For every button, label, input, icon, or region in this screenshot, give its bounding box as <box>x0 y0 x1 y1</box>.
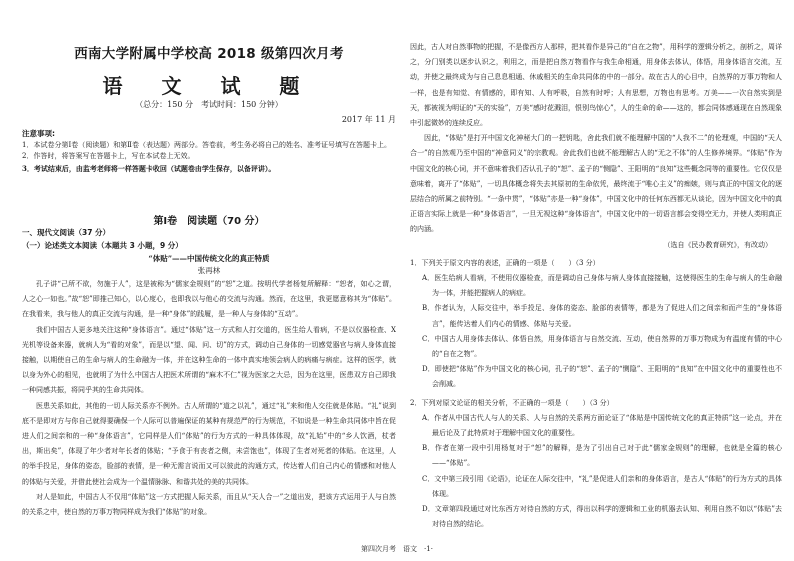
notice-heading: 注意事项: <box>22 129 55 138</box>
school-title: 西南大学附属中学校高 2018 级第四次月考 <box>74 46 344 62</box>
paragraph: 医患关系如此，其他的一切人际关系亦不例外。古人所谓的“道之以礼”，通过“礼”来和他人交往就是体贴。“礼”说到底不是即对方与你自己就得要确保一个人际可以普遍保证的某种有规范严的行为规范，不如说是一种生命共同体中旨在促进人们之间亲和的一种“身体语言”，它同样是人们“体贴”的行为方式的一种具体体现，故“礼始”中的“乡人饮酒，杖者出，斯出矣”，体现了年少者对年长者的体贴；“予食于有丧者之侧，未尝饱也”，体现了生者对死者的体贴。在这里，人的举手投足，身体的姿态，脸部的表情，是一种无需言说而又可以彼此的沟通方式，传达着人们自己内心的情感和对他人的体贴与关爱，并借此使社会成为一个温情脉脉、和谐共处的美的共同体。 <box>22 401 396 486</box>
option-d: D．即使把“体贴”作为中国文化的核心词，孔子的“恕”、孟子的“恻隐”、王阳明的“良知”在中国文化中的重要性也不会削减。 <box>422 365 782 389</box>
notice-item: 1．本试卷分第Ⅰ卷（阅读题）和第Ⅱ卷（表达题）两部分。答卷前，考生务必将自己的姓名、准考证号填写在答题卡上。 <box>22 140 391 149</box>
notice-item: 3．考试结束后，由监考老师将一样答题卡收回（试题卷由学生保存，以备评讲）。 <box>22 163 276 173</box>
essay-title: “体贴”——中国传统文化的真正特质 <box>148 254 270 263</box>
option-d: D．文章第四段通过对比东西方对待自然的方式，得出以科学的逻辑和工业的机器去认知、利用自然不如以“体贴”去对待自然的结论。 <box>422 505 782 529</box>
section-heading: 一、现代文阅读（37 分） <box>22 228 111 237</box>
option-a: A．作者从中国古代人与人的关系、人与自然的关系两方面论证了“体贴是中国传统文化的真正特质”这一论点，并在最后论及了此特质对于理解中国文化的重要性。 <box>422 413 782 438</box>
page-footer: 第四次月考 语文 ·1· <box>361 545 433 553</box>
option-c: C．中国古人用身体去体认、体悟自然，用身体语言与自然交流、互动，使自然界的万事万物成为有温度有情的中心的“自在之物”。 <box>422 334 782 359</box>
option-a: A．医生给病人看病，不使用仪器检查，而是调动自己身体与病人身体直接接触，这使得医生的生命与病人的生命融为一体，并能把握病人的病症。 <box>422 274 782 298</box>
essay-author: 张再林 <box>197 266 221 275</box>
paragraph: 因此，古人对自然事物的把握，不是像西方人那样，把其看作是异己的“自在之物”，用科学的逻辑分析之，剖析之，周详之，分门别类以逐步认识之，利用之，而是把自然万物看作与我生命相通，用身体去体认，体悟，用身体语言交流，互动，并使之最终成为与自己息息相通、休戚相关的生命共同体的中的一部分。故在古人的心目中，自然界的万事万物和人一样，也是有知觉、有情感的，即有知、人有呼吸，自然有时呼；人有思想，万物也有思考。万美——一次自然实到是天，都被视为明证的“天的实验”，万美“感时花溅泪，恨别鸟惊心”，人的生命的命——这的，都会同体感通现在自然现象中引起微妙的连续反应。 <box>410 43 782 128</box>
passage-text <box>22 277 396 520</box>
option-c: C．文中第三段引用《论语》，论证在人际交往中，“礼”是促进人们亲和的身体语言，是古人“体贴”的行为方式的具体体现。 <box>422 474 782 498</box>
subject-title: 语 文 试 题 <box>102 74 316 98</box>
subsection-heading: （一）论述类文本阅读（本题共 3 小题，9 分） <box>22 241 183 250</box>
exam-date: 2017 年 11 月 <box>341 115 396 124</box>
notice-item: 2．作答时，将答案写在答题卡上，写在本试卷上无效。 <box>22 152 195 161</box>
notice-block <box>22 128 396 174</box>
option-b: B．作者认为，人际交往中，举手投足、身体的姿态、脸部的表情等，都是为了促进人们之间亲和而产生的“身体语言”，能传达着人们内心的情感、体贴与关爱。 <box>422 304 782 328</box>
part-title: 第Ⅰ卷 阅读题（70 分） <box>153 216 265 227</box>
left-column <box>22 0 396 561</box>
question-2 <box>410 396 782 533</box>
question-stem: 2．下列对原文论证的相关分析，不正确的一项是（ ）（3 分） <box>410 398 614 407</box>
question-1 <box>410 256 782 393</box>
paragraph: 孔子讲“己所不欲，勿施于人”，这是被称为“儒家金规则”的“恕”之道。按明代学者杨复所解释：“恕者，如心之谓，人之心一如也。”故“恕”即推己知心，以心度心，也即我以与他心的交流与沟通。然而，在这里，我更愿意称其为“体贴”。在我看来，我与他人的真正交流与沟通，是一种“身体”的践履，是一种人与身体的“互动”。 <box>22 280 396 319</box>
question-stem: 1．下列关于原文内容的表述，正确的一项是（ ）（3 分） <box>410 258 600 267</box>
passage-continued <box>410 0 782 533</box>
source-note: （选自《民办教育研究》，有改动） <box>663 240 772 249</box>
paragraph: 因此，“体贴”是打开中国文化神秘大门的一把钥匙，舍此我们就不能理解中国的“人我不二”的伦理观，中国的“天人合一”的自然观乃至中国的“神意同义”的宗教观。舍此我们也就不能理解古人的“无之不体”的人生修养境界。“体贴”作为中国文化的核心词，并不意味着我们否认孔子的“恕”、孟子的“恻隐”、王阳明的“良知”这些概念同等的重要性。它仅仅是意味着，离开了“体贴”，一切具体概念将失去其原初的生命依凭，最终流于“唯心主义”的痴嫉，则与真正的中国文化的逐层结合的所属之前特别。“一条中贯”，“体贴”亦是一种“身体”，中国文化中的任何东西都无从谈论，因为中国文化中的真正语言实际上就是一种“身体语言”，一旦无视这种“身体语言”，中国文化中的一切语言都会变得空无力，并使人类明真正的内涵。 <box>410 134 782 234</box>
score-time: （总分：150 分 考试时间：150 分钟） <box>135 100 283 109</box>
paragraph: 我们中国古人更多地关注这种“身体语言”。通过“体贴”这一方式和人打交道的，医生给人看病，不是以仪器检查、X 光机等设备来器，就病人为“看的对象”，而是以“望、闻、问、切”的方式，调动自己身体的一切感觉器官与病人身体直接接触，以期使自己的生命与病人的生命融为一体，并在这种生命的一体中真实地领会病人的病痛与病症。这样的医学，就以身为外心的相见，也就明了为什么中国古人把医术所谓的“麻木不仁”视为医家之大忌，因为在这里，医患双方自己即我一种同感共振，将同乎其的生命共同体。 <box>22 325 396 395</box>
right-column <box>410 0 782 561</box>
option-b: B．作者在第一段中引用杨复对于“恕”的解释，是为了引出自己对于此“儒家金规则”的理解，也就是全篇的核心——“体贴”。 <box>422 444 782 468</box>
reading-passage <box>22 226 396 520</box>
paragraph: 对人是如此，中国古人不仅用“体贴”这一方式把握人际关系，而且从“天人合一”之道出发，把该方式运用于人与自然的关系之中，使自然的万事万物同样成为我们“体贴”的对象。 <box>22 492 396 517</box>
